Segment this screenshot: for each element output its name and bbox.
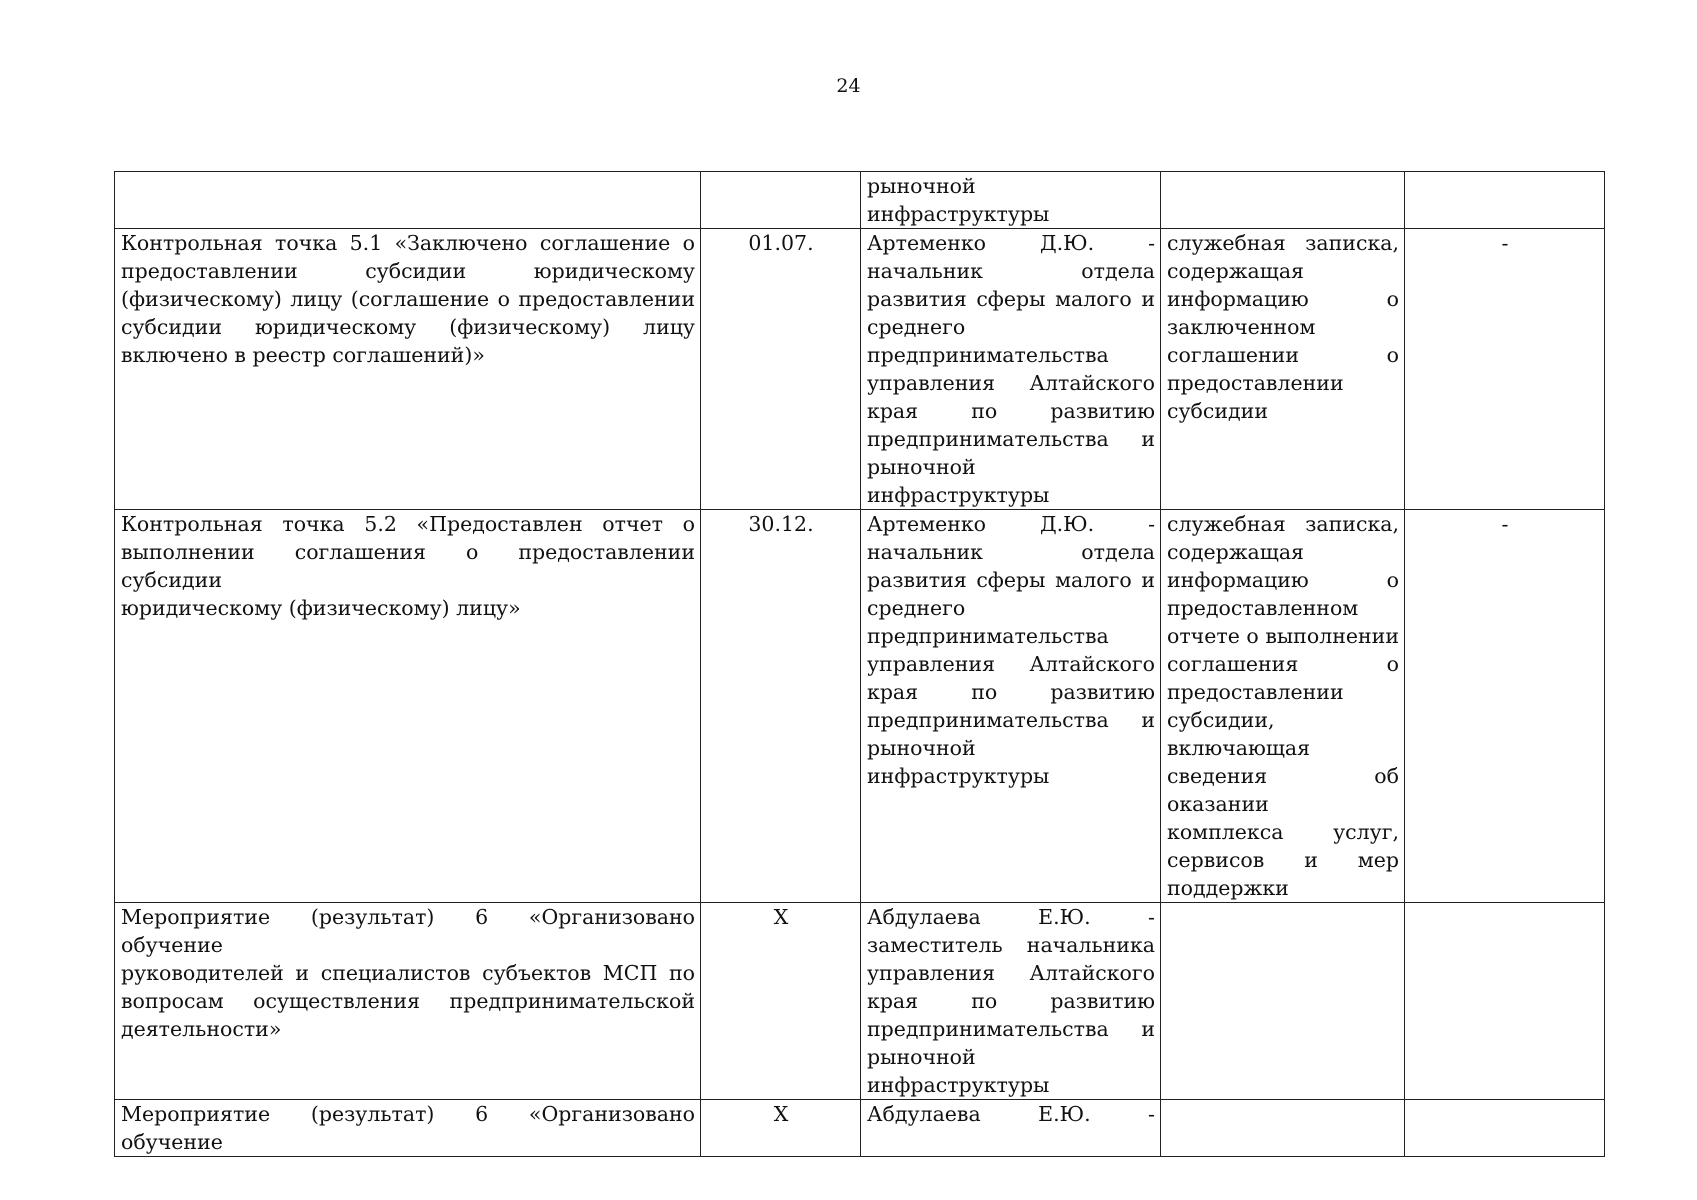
table-row [115,510,1605,903]
cell-text-line: субсидии юридическому (физическому) лицу [121,315,695,339]
cell-text-line: включающая [1167,736,1311,760]
deadline-cell [701,172,861,229]
cell-text-line: Абдулаева Е.Ю. - [867,1102,1155,1126]
cell-text-line: служебная записка, [1167,231,1399,255]
cell-text-line: рыночной [867,1045,976,1069]
cell-text-line: края по развитию [867,680,1155,704]
page-number: 24 [836,75,861,97]
control-cell [1405,1100,1605,1157]
document-cell [1161,903,1405,1100]
cell-text-line: управления Алтайского [867,961,1155,985]
cell-text-line: отчете о выполнении [1167,624,1399,648]
cell-text-line: служебная записка, [1167,512,1399,536]
cell-text-line: сведения об оказании [1167,764,1399,816]
cell-text-line: инфраструктуры [867,764,1050,788]
event-name-cell [115,510,701,903]
cell-text-line: среднего [867,315,966,339]
event-name-cell [115,903,701,1100]
document-cell [1161,510,1405,903]
cell-text-line: субсидии, [1167,708,1275,732]
cell-text-line: выполнении соглашения о предоставлении субсидии [121,540,695,592]
responsible-cell [861,1100,1161,1157]
cell-text-line: заключенном [1167,315,1316,339]
cell-text-line: края по развитию [867,989,1155,1013]
cell-text-line: сервисов и мер [1167,848,1399,872]
event-name-cell [115,1100,701,1157]
cell-text-line: субсидии [1167,399,1268,423]
cell-text-line: (физическому) лицу (соглашение о предоставлении [121,287,695,311]
table-body [115,172,1605,1157]
cell-text-line: содержащая [1167,540,1304,564]
cell-text-line: включено в реестр соглашений)» [121,343,485,367]
responsible-cell [861,510,1161,903]
cell-text-line: края по развитию [867,399,1155,423]
cell-text-line: предпринимательства и [867,708,1155,732]
cell-text-line: предпринимательства [867,343,1109,367]
cell-text-line: инфраструктуры [867,202,1050,226]
cell-text-line: предпринимательства и [867,1017,1155,1041]
document-cell [1161,229,1405,510]
cell-text-line: Контрольная точка 5.1 «Заключено соглашение о [121,231,695,255]
cell-text-line: развития сферы малого и [867,287,1155,311]
event-name-cell [115,229,701,510]
document-cell [1161,172,1405,229]
cell-text-line: предпринимательства [867,624,1109,648]
cell-text-line: информацию о [1167,568,1399,592]
cell-text-line: поддержки [1167,876,1289,900]
table-row [115,172,1605,229]
table-row [115,229,1605,510]
cell-text-line: начальник отдела [867,259,1155,283]
cell-text-line: вопросам осуществления предпринимательской [121,989,695,1013]
cell-text-line: Артеменко Д.Ю. - [867,231,1155,255]
deadline-cell: 30.12. [701,510,861,903]
cell-text-line: комплекса услуг, [1167,820,1399,844]
cell-text-line: управления Алтайского [867,652,1155,676]
control-cell [1405,172,1605,229]
cell-text-line: инфраструктуры [867,483,1050,507]
responsible-cell [861,172,1161,229]
cell-text-line: Мероприятие (результат) 6 «Организовано обучение [121,1102,695,1154]
cell-text-line: среднего [867,596,966,620]
cell-text-line: информацию о [1167,287,1399,311]
cell-text-line: рыночной [867,736,976,760]
deadline-cell: X [701,1100,861,1157]
cell-text-line: соглашении о [1167,343,1399,367]
cell-text-line: деятельности» [121,1017,282,1041]
cell-text-line: руководителей и специалистов субъектов МСП по [121,961,695,985]
cell-text-line: рыночной [867,455,976,479]
cell-text-line: Мероприятие (результат) 6 «Организовано обучение [121,905,695,957]
control-cell: - [1405,510,1605,903]
control-cell [1405,903,1605,1100]
event-name-cell [115,172,701,229]
cell-text-line: предоставлении [1167,371,1344,395]
cell-text-line: Артеменко Д.Ю. - [867,512,1155,536]
control-cell: - [1405,229,1605,510]
control-points-table [114,171,1605,1157]
cell-text-line: заместитель начальника [867,933,1155,957]
cell-text-line: предоставленном [1167,596,1359,620]
cell-text-line: содержащая [1167,259,1304,283]
cell-text-line: рыночной [867,174,976,198]
table-row [115,903,1605,1100]
cell-text-line: юридическому (физическому) лицу» [121,596,521,620]
responsible-cell [861,229,1161,510]
cell-text-line: управления Алтайского [867,371,1155,395]
document-cell [1161,1100,1405,1157]
cell-text-line: развития сферы малого и [867,568,1155,592]
cell-text-line: предоставлении [1167,680,1344,704]
cell-text-line: Абдулаева Е.Ю. - [867,905,1155,929]
cell-text-line: начальник отдела [867,540,1155,564]
cell-text-line: предоставлении субсидии юридическому [121,259,695,283]
cell-text-line: инфраструктуры [867,1073,1050,1097]
table-row [115,1100,1605,1157]
deadline-cell: 01.07. [701,229,861,510]
responsible-cell [861,903,1161,1100]
cell-text-line: Контрольная точка 5.2 «Предоставлен отчет о [121,512,695,536]
deadline-cell: X [701,903,861,1100]
cell-text-line: соглашения о [1167,652,1399,676]
cell-text-line: предпринимательства и [867,427,1155,451]
